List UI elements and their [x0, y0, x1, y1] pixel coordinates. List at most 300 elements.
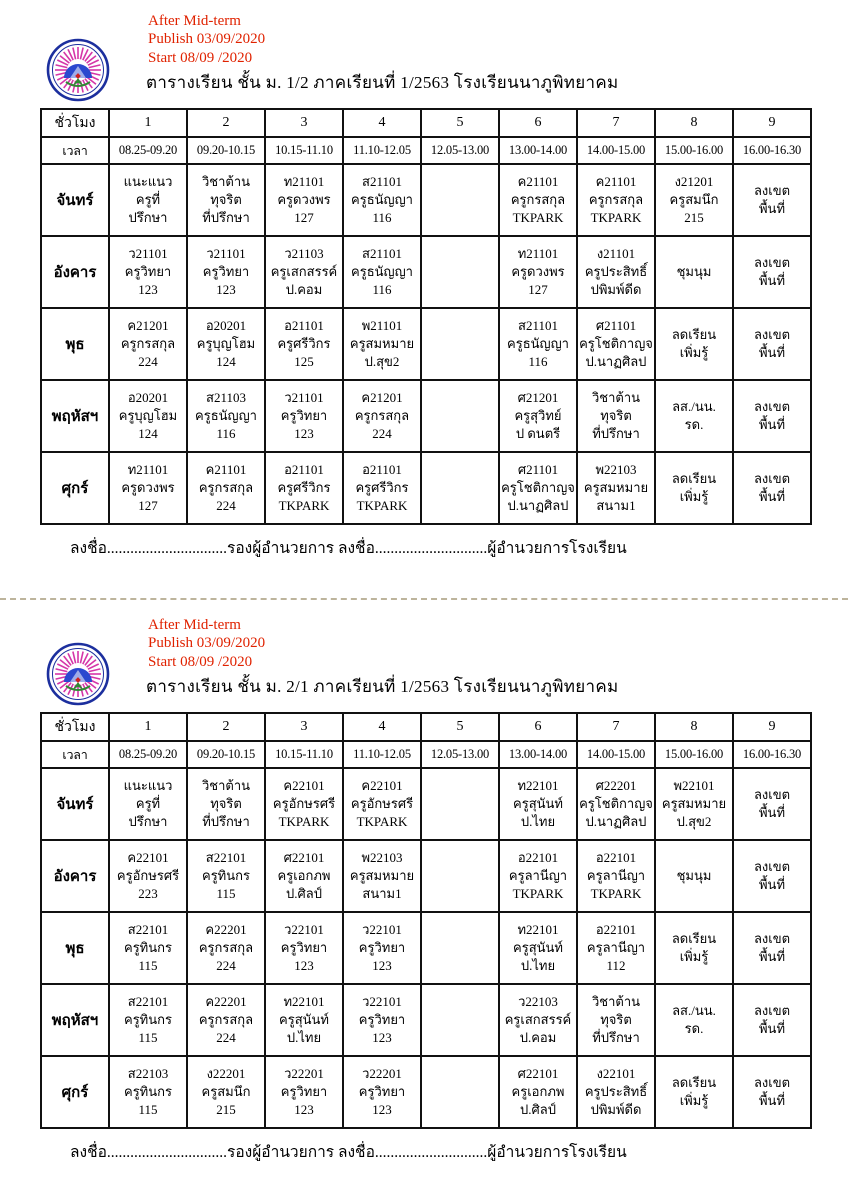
schedule-cell: [421, 308, 499, 380]
hour-label: ชั่วโมง: [41, 713, 109, 741]
time-range: 10.15-11.10: [265, 741, 343, 768]
hour-number: 7: [577, 713, 655, 741]
schedule-cell-line: ป.ไทย: [520, 957, 556, 973]
schedule-cell-line: TKPARK: [278, 497, 330, 513]
schedule-cell-line: ครูลานีญา: [586, 940, 646, 956]
section-header: [0, 616, 848, 712]
schedule-cell-line: พื้นที่: [758, 489, 786, 504]
schedule-cell-line: ลดเรียน: [671, 1075, 717, 1091]
schedule-cell-line: ปพิมพ์ดีด: [590, 281, 642, 297]
schedule-cell-line: ครูกรสกุล: [510, 192, 566, 208]
schedule-cell-line: ครูสมนึก: [669, 192, 719, 208]
schedule-cell-line: ครูสมหมาย: [349, 336, 415, 352]
day-label: พฤหัสฯ: [41, 984, 109, 1056]
schedule-cell: [187, 984, 265, 1056]
schedule-cell-line: TKPARK: [278, 813, 330, 829]
stamp-line: Publish 03/09/2020: [148, 635, 266, 652]
schedule-cell-line: ครูเอกภพ: [277, 868, 331, 884]
day-row: [41, 236, 811, 308]
schedule-cell: [577, 308, 655, 380]
schedule-cell-line: พื้นที่: [758, 417, 786, 432]
schedule-cell: [655, 236, 733, 308]
schedule-cell-line: ว22103: [518, 994, 558, 1010]
schedule-cell: [187, 840, 265, 912]
hour-number: 5: [421, 109, 499, 137]
day-row: [41, 912, 811, 984]
schedule-cell-line: TKPARK: [512, 209, 564, 225]
schedule-cell-line: ส21101: [518, 318, 558, 334]
schedule-cell-line: 224: [216, 497, 236, 513]
schedule-cell-line: ลงเขต: [753, 399, 791, 415]
schedule-cell: [577, 380, 655, 452]
schedule-cell-line: ท22101: [517, 778, 559, 794]
schedule-cell: [577, 984, 655, 1056]
day-row: [41, 768, 811, 840]
schedule-cell-line: ค22201: [205, 994, 247, 1010]
school-logo-icon: [46, 38, 110, 102]
stamp-line: Start 08/09 /2020: [148, 653, 253, 670]
schedule-cell-line: ป.คอม: [285, 281, 323, 297]
schedule-cell-line: วิชาต้าน: [201, 778, 251, 794]
schedule-cell-line: เพิ่มรู้: [679, 489, 709, 504]
schedule-cell: [655, 984, 733, 1056]
hour-number: 6: [499, 713, 577, 741]
schedule-cell: [187, 164, 265, 236]
schedule-cell-line: ลงเขต: [753, 859, 791, 875]
schedule-cell-line: ศ22201: [595, 778, 637, 794]
schedule-cell-line: ค22101: [127, 850, 169, 866]
day-label: พุธ: [41, 308, 109, 380]
schedule-cell-line: ลดเรียน: [671, 327, 717, 343]
schedule-cell-line: ครูทินกร: [124, 1084, 172, 1100]
schedule-cell-line: ครูทินกร: [202, 868, 250, 884]
section-title: ตารางเรียน ชั้น ม. 1/2 ภาคเรียนที่ 1/2563 โรงเรียนนาภูพิทยาคม: [146, 72, 619, 92]
time-range: 13.00-14.00: [499, 741, 577, 768]
hour-number: 6: [499, 109, 577, 137]
schedule-cell: [499, 768, 577, 840]
schedule-cell: [265, 912, 343, 984]
schedule-cell: [187, 768, 265, 840]
day-label: ศุกร์: [41, 452, 109, 524]
schedule-cell-line: พ22101: [673, 778, 715, 794]
schedule-cell: [655, 452, 733, 524]
schedule-cell: [109, 840, 187, 912]
time-range: 11.10-12.05: [343, 137, 421, 164]
schedule-cell-line: ลดเรียน: [671, 471, 717, 487]
section-title: ตารางเรียน ชั้น ม. 2/1 ภาคเรียนที่ 1/2563 โรงเรียนนาภูพิทยาคม: [146, 676, 619, 696]
schedule-cell: [343, 984, 421, 1056]
schedule-cell-line: ครูศรีวิกร: [277, 336, 331, 352]
schedule-cell-line: ชุมนุม: [676, 868, 712, 884]
schedule-cell-line: ครูวิทยา: [280, 940, 328, 956]
schedule-cell-line: ง22201: [206, 1066, 246, 1082]
schedule-cell-line: ป.สุข2: [364, 353, 400, 369]
schedule-cell-line: ง21201: [674, 174, 714, 190]
schedule-cell-line: TKPARK: [512, 885, 564, 901]
schedule-cell-line: ศ22101: [517, 1066, 559, 1082]
schedule-cell-line: ที่ปรึกษา: [202, 209, 250, 225]
hour-number: 7: [577, 109, 655, 137]
schedule-cell-line: ครูวิทยา: [280, 408, 328, 424]
time-range: 15.00-16.00: [655, 137, 733, 164]
schedule-cell-line: ครูสมหมาย: [349, 868, 415, 884]
schedule-cell-line: วิชาต้าน: [591, 994, 641, 1010]
time-range: 14.00-15.00: [577, 137, 655, 164]
schedule-cell-line: ครูโชติกาญจ: [579, 336, 653, 352]
schedule-cell-line: ครูวิทยา: [358, 940, 406, 956]
schedule-cell: [733, 912, 811, 984]
schedule-cell: [577, 164, 655, 236]
schedule-cell-line: ครูวิทยา: [202, 264, 250, 280]
schedule-cell: [109, 912, 187, 984]
hour-number: 5: [421, 713, 499, 741]
schedule-cell-line: ครูลานีญา: [508, 868, 568, 884]
schedule-cell-line: 112: [606, 957, 626, 973]
schedule-cell-line: อ22101: [595, 850, 637, 866]
schedule-cell: [343, 452, 421, 524]
schedule-cell: [499, 236, 577, 308]
time-label: เวลา: [41, 137, 109, 164]
stamp-line: After Mid-term: [148, 13, 241, 29]
schedule-cell: [421, 236, 499, 308]
schedule-cell-line: 127: [138, 497, 158, 513]
schedule-cell-line: พื้นที่: [758, 345, 786, 360]
schedule-cell-line: ที่ปรึกษา: [202, 813, 250, 829]
day-label: อังคาร: [41, 840, 109, 912]
schedule-cell-line: ป.ไทย: [286, 1029, 322, 1045]
schedule-cell-line: อ21101: [284, 318, 324, 334]
schedule-cell-line: ลงเขต: [753, 327, 791, 343]
schedule-cell-line: ง21101: [596, 246, 636, 262]
day-label: ศุกร์: [41, 1056, 109, 1128]
day-row: [41, 1056, 811, 1128]
schedule-cell: [577, 912, 655, 984]
schedule-cell-line: ที่ปรึกษา: [592, 1029, 640, 1045]
schedule-cell-line: ครูเสกสรรค์: [270, 264, 338, 280]
schedule-cell-line: ศ21101: [517, 462, 559, 478]
schedule-cell-line: ครูกรสกุล: [198, 480, 254, 496]
schedule-cell-line: ครูดวงพร: [121, 480, 175, 496]
schedule-cell-line: 123: [294, 1101, 314, 1117]
schedule-cell: [109, 164, 187, 236]
schedule-cell: [109, 452, 187, 524]
schedule-cell-line: ค21201: [361, 390, 403, 406]
schedule-cell-line: 215: [216, 1101, 236, 1117]
schedule-cell-line: ลส./นน.: [672, 1003, 716, 1019]
schedule-cell: [343, 912, 421, 984]
schedule-cell-line: ส22103: [127, 1066, 169, 1082]
schedule-cell: [499, 308, 577, 380]
schedule-cell: [343, 236, 421, 308]
hour-number: 2: [187, 109, 265, 137]
schedule-cell-line: ปรึกษา: [128, 813, 168, 829]
schedule-cell-line: แนะแนว: [123, 778, 173, 794]
stamp-line: Publish 03/09/2020: [148, 31, 266, 48]
schedule-cell: [265, 1056, 343, 1128]
day-label: จันทร์: [41, 164, 109, 236]
schedule-cell-line: 123: [138, 281, 158, 297]
schedule-cell-line: 123: [294, 425, 314, 441]
timetable-section: [0, 612, 848, 1164]
schedule-cell: [655, 840, 733, 912]
schedule-cell: [343, 1056, 421, 1128]
schedule-cell: [733, 380, 811, 452]
schedule-cell: [343, 768, 421, 840]
hour-number: 2: [187, 713, 265, 741]
hour-number: 4: [343, 713, 421, 741]
schedule-cell: [655, 1056, 733, 1128]
schedule-cell: [577, 768, 655, 840]
schedule-cell-line: 224: [216, 957, 236, 973]
schedule-cell-line: 124: [138, 425, 158, 441]
schedule-cell-line: ศ21101: [595, 318, 637, 334]
time-range: 08.25-09.20: [109, 741, 187, 768]
schedule-cell: [187, 236, 265, 308]
hour-number: 8: [655, 713, 733, 741]
schedule-cell-line: ค21201: [127, 318, 169, 334]
schedule-cell-line: ครูบุญโฮม: [118, 408, 178, 424]
schedule-cell: [733, 1056, 811, 1128]
schedule-cell: [655, 164, 733, 236]
time-header-row: [41, 137, 811, 164]
schedule-cell-line: 115: [216, 885, 236, 901]
schedule-cell-line: ว21101: [284, 390, 324, 406]
schedule-cell-line: ทุจริต: [210, 796, 242, 812]
schedule-cell: [109, 308, 187, 380]
schedule-cell-line: ครูวิทยา: [124, 264, 172, 280]
timetable: [40, 108, 812, 525]
schedule-cell-line: ครูธนัญญา: [351, 192, 413, 208]
schedule-cell-line: TKPARK: [590, 209, 642, 225]
schedule-cell-line: ป.สุข2: [676, 813, 712, 829]
time-range: 08.25-09.20: [109, 137, 187, 164]
schedule-cell-line: ลดเรียน: [671, 931, 717, 947]
schedule-cell-line: ครูสุวิทย์: [514, 408, 562, 424]
schedule-cell-line: 123: [372, 957, 392, 973]
day-label: อังคาร: [41, 236, 109, 308]
time-header-row: [41, 741, 811, 768]
time-range: 15.00-16.00: [655, 741, 733, 768]
schedule-cell: [265, 984, 343, 1056]
schedule-cell-line: ลงเขต: [753, 1003, 791, 1019]
schedule-cell-line: ค22201: [205, 922, 247, 938]
schedule-cell: [577, 452, 655, 524]
schedule-cell-line: ส21101: [362, 246, 402, 262]
schedule-cell-line: ปพิมพ์ดีด: [590, 1101, 642, 1117]
day-row: [41, 452, 811, 524]
hour-number: 3: [265, 713, 343, 741]
hour-number: 8: [655, 109, 733, 137]
schedule-cell-line: ว22101: [362, 994, 402, 1010]
signature-line: ลงชื่อ...............................รองผู้อำนวยการ ลงชื่อ.............................ผู้อำนวยการโรงเรียน: [70, 1144, 627, 1161]
schedule-cell-line: ทุจริต: [600, 408, 632, 424]
school-logo-icon: [46, 642, 110, 706]
schedule-cell: [577, 840, 655, 912]
schedule-cell-line: ครูธนัญญา: [507, 336, 569, 352]
schedule-cell-line: ส22101: [127, 922, 169, 938]
schedule-cell: [187, 380, 265, 452]
signature-line: ลงชื่อ...............................รองผู้อำนวยการ ลงชื่อ.............................ผู้อำนวยการโรงเรียน: [70, 540, 627, 557]
day-row: [41, 840, 811, 912]
schedule-cell-line: ครูอักษรศรี: [350, 796, 414, 812]
schedule-cell-line: ครูวิทยา: [280, 1084, 328, 1100]
time-range: 10.15-11.10: [265, 137, 343, 164]
schedule-cell-line: ครูที่: [135, 192, 161, 208]
schedule-cell-line: ส22101: [127, 994, 169, 1010]
schedule-cell: [577, 236, 655, 308]
timetable-section: [0, 8, 848, 560]
schedule-cell-line: ครูสุนันท์: [513, 940, 563, 956]
schedule-cell: [265, 840, 343, 912]
schedule-cell-line: ครูอักษรศรี: [272, 796, 336, 812]
schedule-cell-line: 223: [138, 885, 158, 901]
schedule-cell-line: ครูสุนันท์: [513, 796, 563, 812]
schedule-cell-line: 115: [138, 1029, 158, 1045]
schedule-cell-line: พ22103: [361, 850, 403, 866]
schedule-cell-line: ลส./นน.: [672, 399, 716, 415]
schedule-cell-line: 215: [684, 209, 704, 225]
schedule-cell-line: ครูเอกภพ: [511, 1084, 565, 1100]
schedule-cell-line: 224: [372, 425, 392, 441]
schedule-cell: [733, 840, 811, 912]
schedule-cell-line: ท22101: [517, 922, 559, 938]
schedule-cell-line: ป.ไทย: [520, 813, 556, 829]
schedule-cell: [655, 308, 733, 380]
schedule-cell-line: 115: [138, 1101, 158, 1117]
schedule-cell-line: ส22101: [205, 850, 247, 866]
schedule-cell-line: แนะแนว: [123, 174, 173, 190]
schedule-cell-line: 116: [372, 209, 392, 225]
schedule-cell-line: พื้นที่: [758, 877, 786, 892]
schedule-cell-line: ลงเขต: [753, 1075, 791, 1091]
schedule-cell-line: ครูบุญโฮม: [196, 336, 256, 352]
schedule-cell: [655, 768, 733, 840]
schedule-cell-line: พื้นที่: [758, 273, 786, 288]
schedule-cell-line: สนาม1: [596, 497, 636, 513]
day-label: จันทร์: [41, 768, 109, 840]
schedule-cell-line: ครูสมหมาย: [661, 796, 727, 812]
schedule-cell-line: ท21101: [127, 462, 169, 478]
schedule-cell-line: 125: [294, 353, 314, 369]
schedule-cell-line: ครูดวงพร: [511, 264, 565, 280]
schedule-cell-line: เพิ่มรู้: [679, 949, 709, 964]
schedule-cell: [109, 984, 187, 1056]
schedule-cell-line: 224: [138, 353, 158, 369]
stamp-block: [148, 616, 848, 671]
schedule-cell-line: ง22101: [596, 1066, 636, 1082]
schedule-cell-line: ค21101: [517, 174, 559, 190]
schedule-cell: [265, 236, 343, 308]
schedule-cell: [499, 912, 577, 984]
schedule-cell-line: ป.คอม: [519, 1029, 557, 1045]
time-label: เวลา: [41, 741, 109, 768]
schedule-cell-line: 116: [216, 425, 236, 441]
schedule-cell-line: ครูทินกร: [124, 940, 172, 956]
schedule-cell-line: ว22101: [284, 922, 324, 938]
schedule-cell-line: ครูกรสกุล: [588, 192, 644, 208]
schedule-cell: [187, 1056, 265, 1128]
schedule-cell-line: ครูกรสกุล: [198, 940, 254, 956]
schedule-cell: [343, 840, 421, 912]
schedule-cell-line: พ21101: [361, 318, 403, 334]
schedule-cell-line: ค21101: [595, 174, 637, 190]
hour-label: ชั่วโมง: [41, 109, 109, 137]
schedule-cell-line: ทุจริต: [600, 1012, 632, 1028]
schedule-cell-line: ลงเขต: [753, 931, 791, 947]
schedule-cell-line: 123: [294, 957, 314, 973]
schedule-cell: [499, 164, 577, 236]
time-range: 16.00-16.30: [733, 137, 811, 164]
schedule-cell: [265, 380, 343, 452]
hour-header-row: [41, 713, 811, 741]
schedule-cell-line: ทุจริต: [210, 192, 242, 208]
schedule-cell-line: ครูกรสกุล: [120, 336, 176, 352]
schedule-cell-line: สนาม1: [362, 885, 402, 901]
stamp-line: Start 08/09 /2020: [148, 49, 253, 66]
schedule-cell-line: ครูธนัญญา: [351, 264, 413, 280]
schedule-cell-line: ครูสมหมาย: [583, 480, 649, 496]
schedule-cell: [265, 452, 343, 524]
schedule-cell-line: ครูเสกสรรค์: [504, 1012, 572, 1028]
schedule-cell-line: TKPARK: [356, 497, 408, 513]
schedule-cell-line: ป ดนตรี: [515, 425, 561, 441]
schedule-cell: [733, 308, 811, 380]
schedule-cell: [421, 912, 499, 984]
schedule-cell-line: อ20201: [127, 390, 169, 406]
schedule-cell-line: เพิ่มรู้: [679, 1093, 709, 1108]
schedule-cell-line: ว22201: [362, 1066, 402, 1082]
schedule-cell-line: 123: [216, 281, 236, 297]
schedule-cell: [421, 380, 499, 452]
timetable: [40, 712, 812, 1129]
schedule-cell-line: ศ22101: [283, 850, 325, 866]
schedule-cell: [343, 380, 421, 452]
schedule-cell-line: ครูประสิทธิ์: [584, 264, 648, 280]
schedule-cell-line: อ22101: [595, 922, 637, 938]
schedule-cell-line: ครูศรีวิกร: [277, 480, 331, 496]
schedule-cell-line: ปรึกษา: [128, 209, 168, 225]
schedule-cell-line: ว22101: [362, 922, 402, 938]
schedule-cell-line: รด.: [684, 417, 704, 432]
schedule-cell: [577, 1056, 655, 1128]
schedule-cell-line: ท21101: [283, 174, 325, 190]
schedule-cell: [733, 236, 811, 308]
stamp-block: [148, 12, 848, 67]
schedule-cell-line: ลงเขต: [753, 471, 791, 487]
schedule-cell-line: ที่ปรึกษา: [592, 425, 640, 441]
schedule-cell: [499, 380, 577, 452]
schedule-cell-line: 224: [216, 1029, 236, 1045]
schedule-cell: [343, 308, 421, 380]
schedule-cell-line: ค22101: [361, 778, 403, 794]
hour-number: 4: [343, 109, 421, 137]
day-row: [41, 308, 811, 380]
schedule-cell-line: ท21101: [517, 246, 559, 262]
schedule-cell: [421, 1056, 499, 1128]
time-range: 09.20-10.15: [187, 741, 265, 768]
schedule-cell-line: ครูธนัญญา: [195, 408, 257, 424]
schedule-cell-line: พื้นที่: [758, 201, 786, 216]
schedule-cell-line: ชุมนุม: [676, 264, 712, 280]
schedule-cell: [499, 840, 577, 912]
hour-number: 9: [733, 713, 811, 741]
hour-number: 3: [265, 109, 343, 137]
schedule-cell-line: ท22101: [283, 994, 325, 1010]
schedule-cell-line: ครูโชติกาญจ: [501, 480, 575, 496]
schedule-cell-line: ลงเขต: [753, 787, 791, 803]
schedule-cell: [187, 452, 265, 524]
schedule-cell: [187, 912, 265, 984]
